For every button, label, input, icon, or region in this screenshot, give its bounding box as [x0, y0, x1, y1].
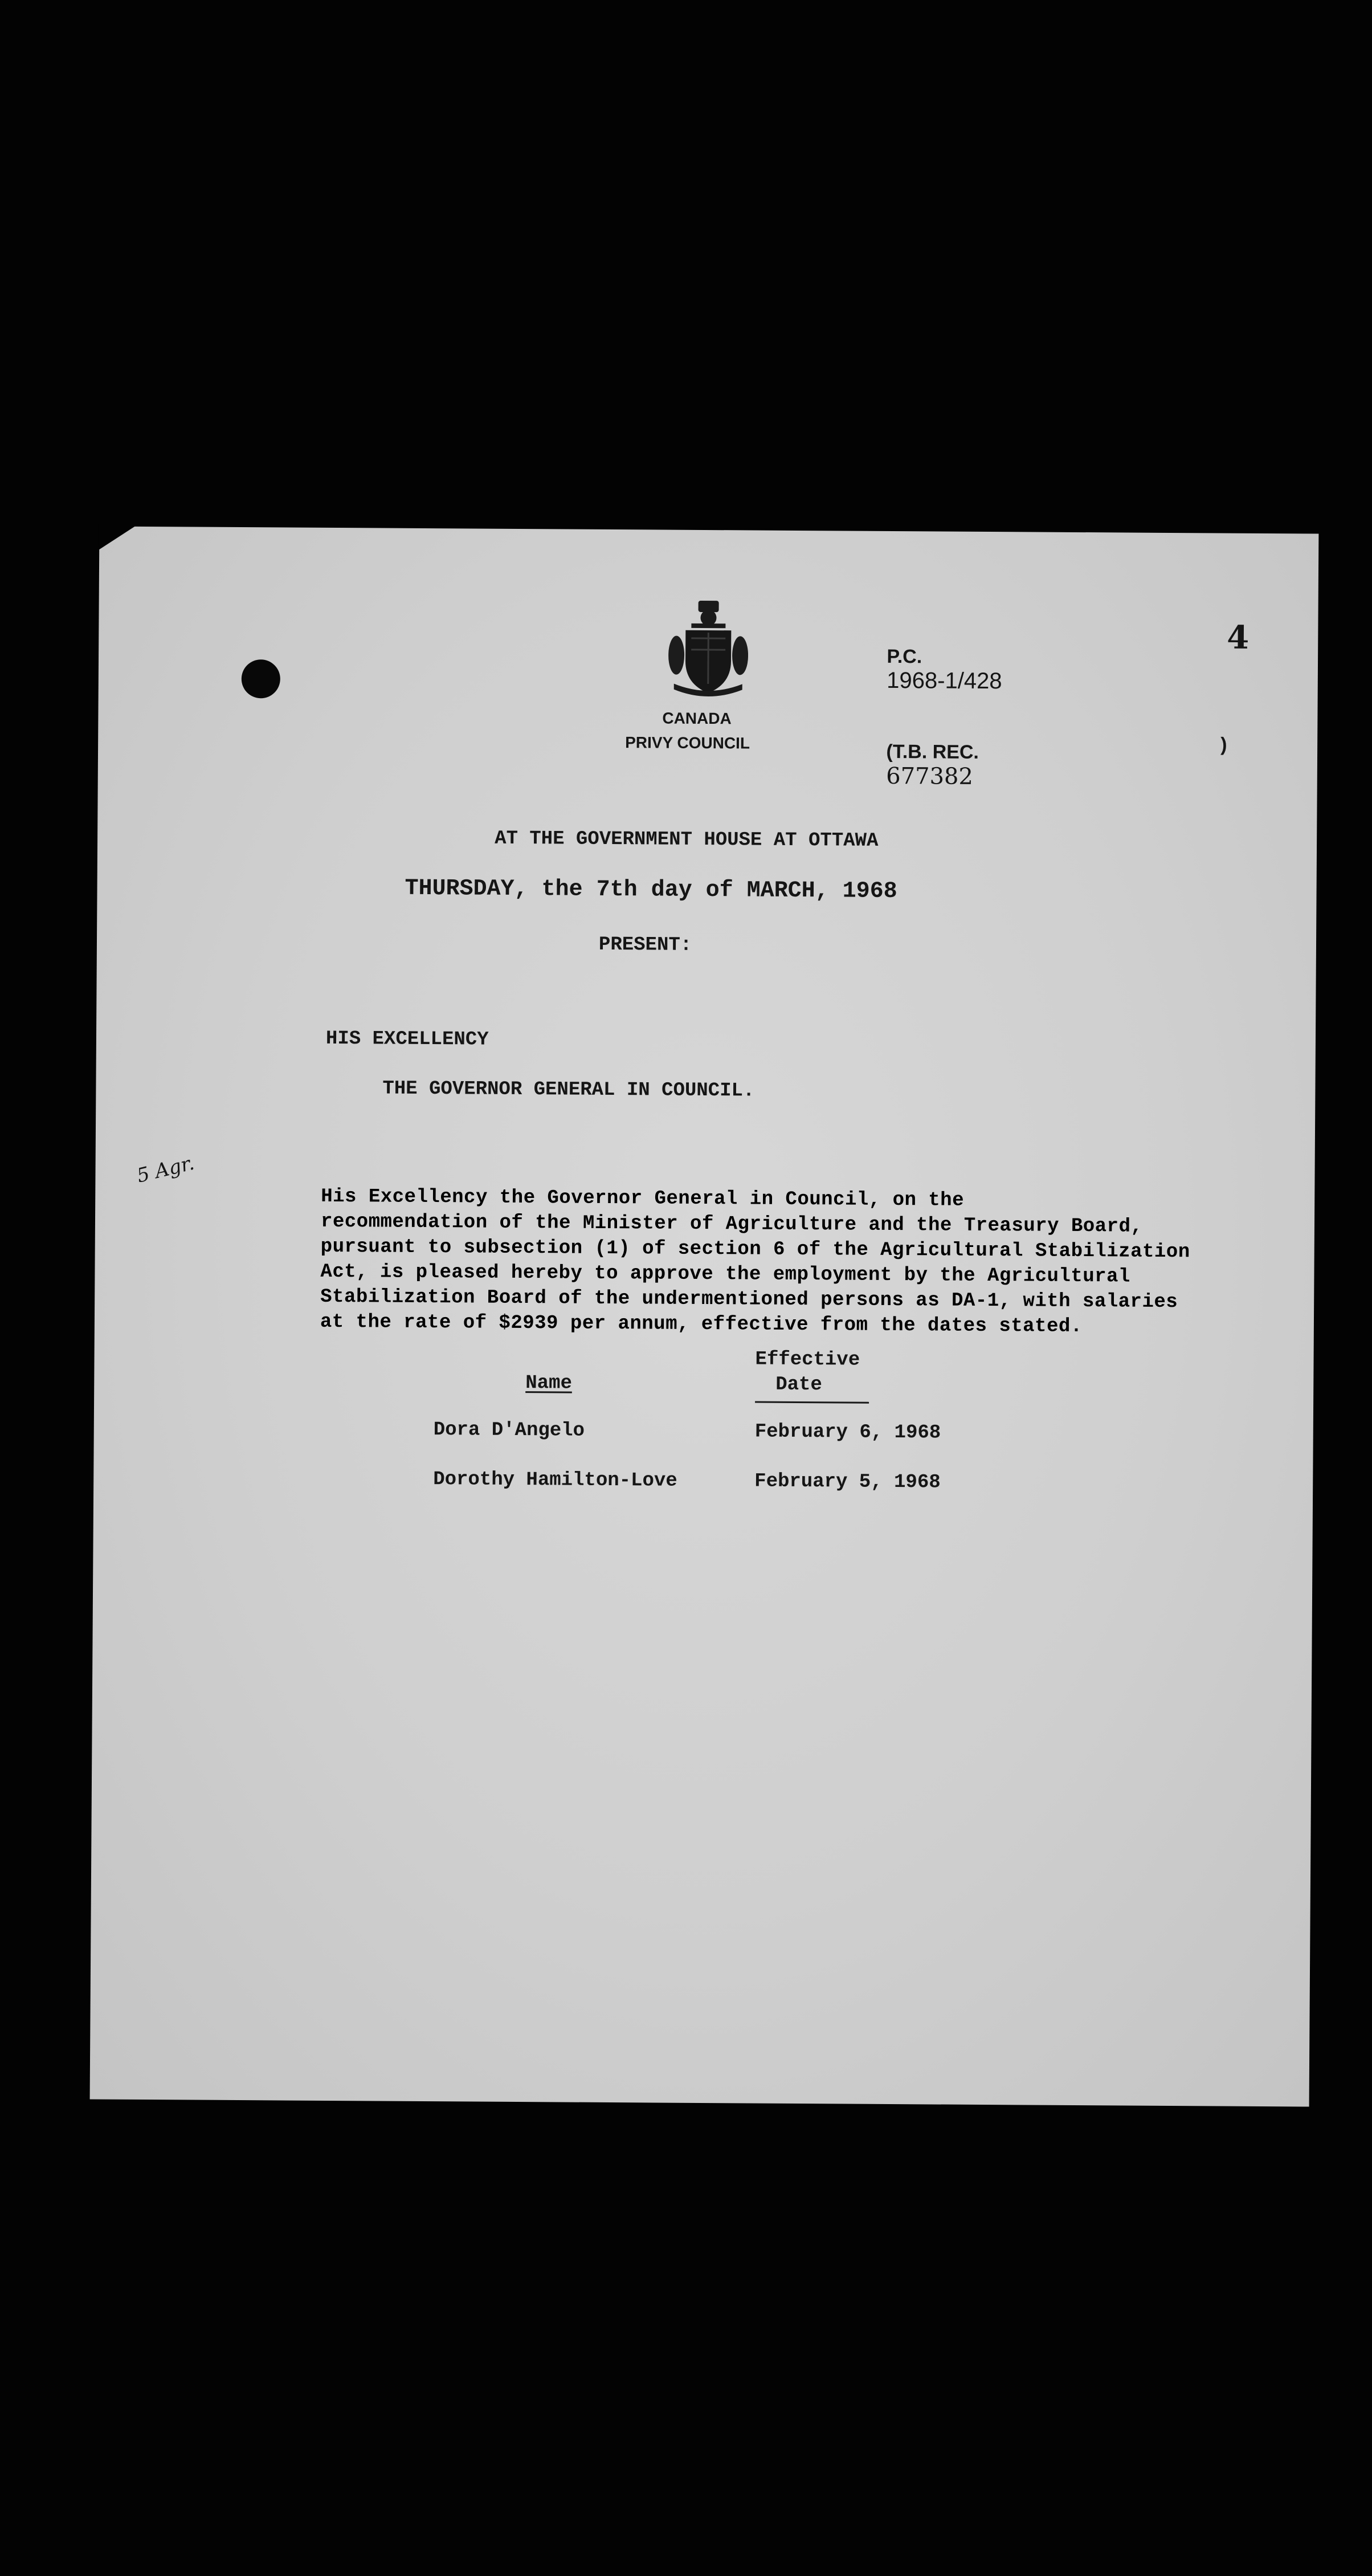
tb-number: 677382: [886, 763, 974, 790]
column-header-date: Date: [775, 1373, 823, 1396]
punch-hole: [242, 659, 280, 698]
addressee-line-1: HIS EXCELLENCY: [325, 1028, 489, 1051]
addressee-line-2: THE GOVERNOR GENERAL IN COUNCIL.: [382, 1078, 755, 1102]
tb-label: (T.B. REC.: [886, 740, 979, 763]
body-line: Stabilization Board of the undermentioned persons as DA-1, with salaries: [320, 1286, 1178, 1314]
column-header-effective: Effective: [755, 1348, 860, 1371]
pc-reference: [865, 635, 1003, 704]
page-number: 4: [1227, 618, 1250, 657]
order-body: [320, 1186, 1233, 1342]
effective-date: February 6, 1968: [754, 1421, 941, 1444]
folded-corner: [98, 524, 138, 550]
margin-note: 5 Agr.: [134, 1151, 197, 1188]
pc-label: P.C.: [887, 645, 922, 668]
pc-number: 1968-1/428: [887, 667, 1002, 694]
date-heading: THURSDAY, the 7th day of MARCH, 1968: [405, 875, 897, 905]
employee-name: Dora D'Angelo: [433, 1419, 585, 1442]
body-line: Act, is pleased hereby to approve the employment by the Agricultural: [320, 1261, 1130, 1288]
country-label: CANADA: [662, 709, 732, 728]
date-underline: [755, 1401, 869, 1404]
body-line: His Excellency the Governor General in Council, on the: [321, 1185, 965, 1212]
employee-name: Dorothy Hamilton-Love: [433, 1469, 677, 1492]
tb-reference: [864, 731, 979, 800]
body-line: pursuant to subsection (1) of section 6 of the Agricultural Stabilization: [320, 1236, 1190, 1263]
present-heading: PRESENT:: [598, 934, 692, 956]
effective-date: February 5, 1968: [754, 1470, 941, 1494]
coat-of-arms-icon: [668, 598, 749, 702]
column-header-name: Name: [525, 1372, 573, 1395]
office-label: PRIVY COUNCIL: [625, 733, 750, 752]
body-line: at the rate of $2939 per annum, effective from the dates stated.: [320, 1311, 1083, 1338]
body-line: recommendation of the Minister of Agriculture and the Treasury Board,: [320, 1210, 1143, 1238]
tb-close-paren: ): [1220, 733, 1227, 756]
document-page: [90, 526, 1319, 2106]
place-heading: AT THE GOVERNMENT HOUSE AT OTTAWA: [494, 828, 879, 852]
